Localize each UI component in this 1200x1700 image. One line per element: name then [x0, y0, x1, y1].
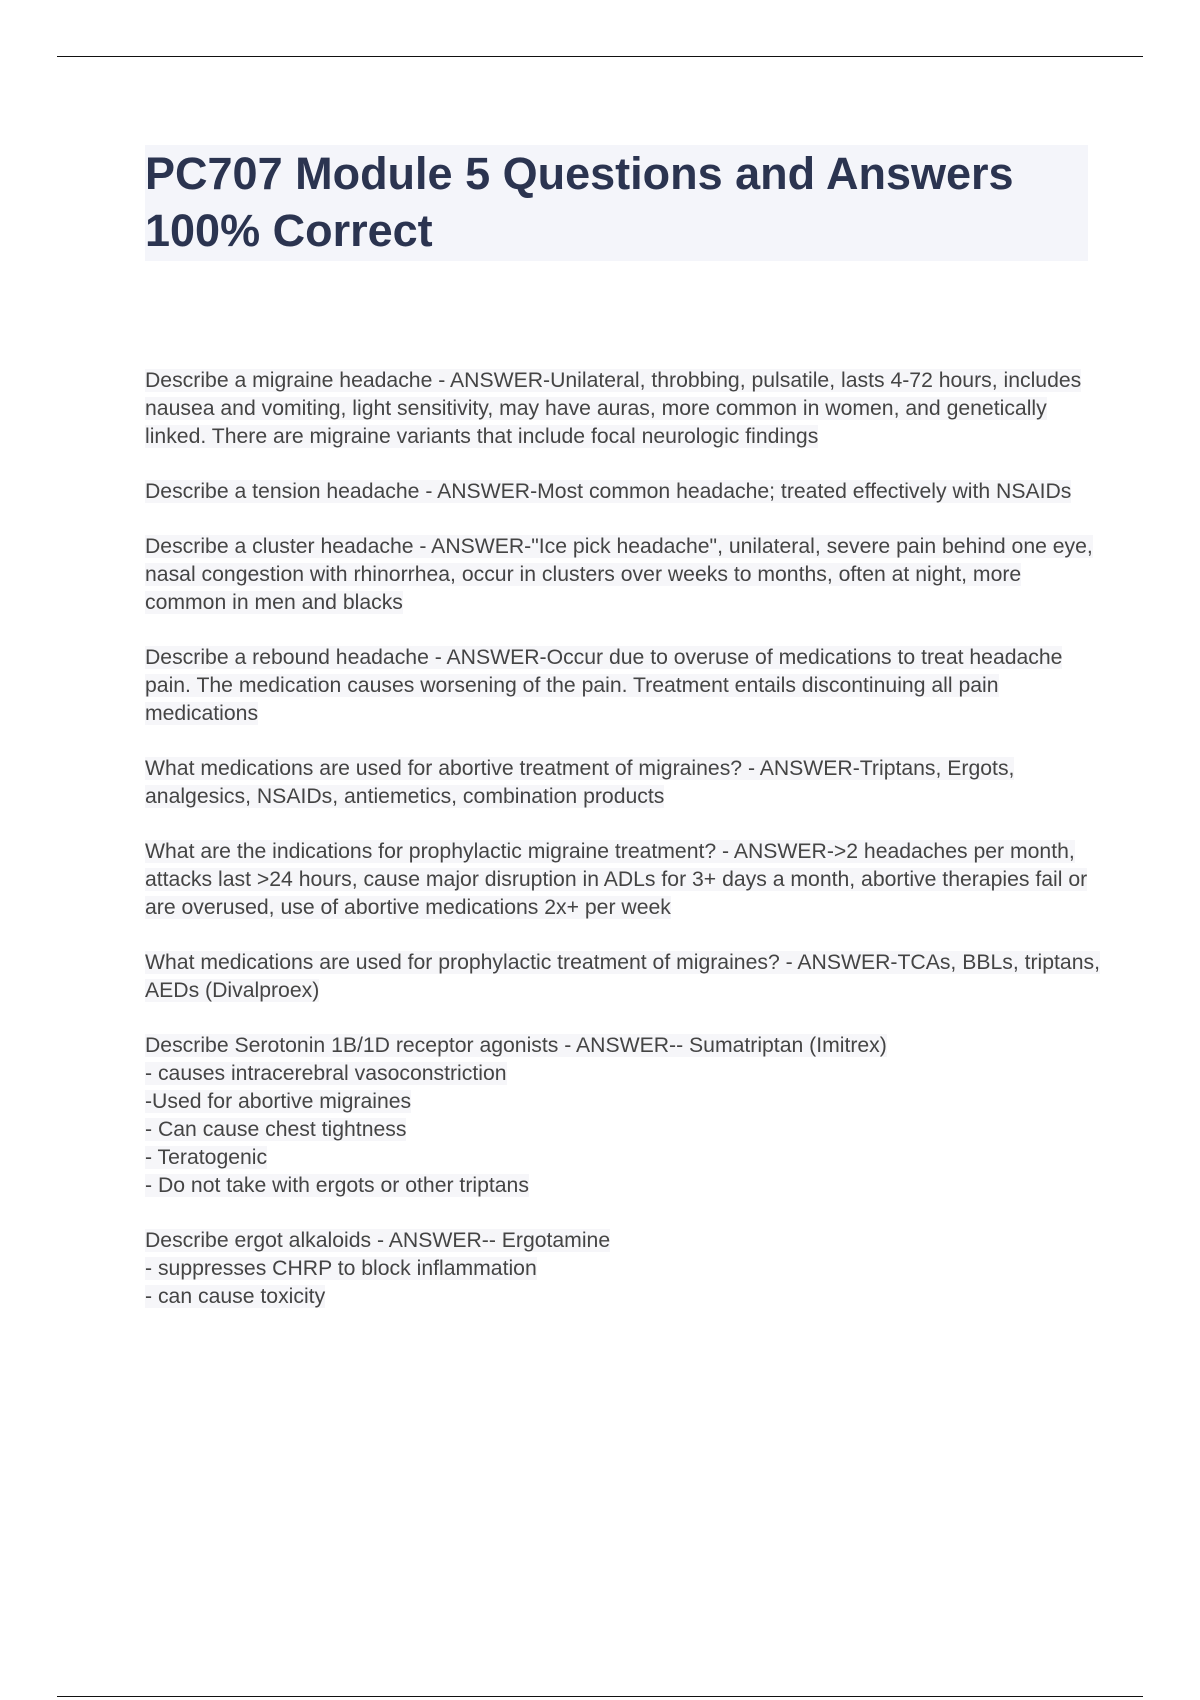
title-block [145, 145, 1088, 261]
qa-entry-prophylactic-meds [145, 949, 1105, 1005]
bottom-rule [57, 1696, 1143, 1697]
top-rule [57, 56, 1143, 57]
qa-text: What medications are used for abortive treatment of migraines? - ANSWER-Triptans, Ergots, analgesics, NSAIDs, antiemetics, combination products [145, 757, 1015, 808]
qa-entry-tension [145, 478, 1105, 506]
qa-entry-prophylactic-indications [145, 838, 1105, 922]
qa-entry-abortive-meds [145, 755, 1105, 811]
qa-text: Describe a cluster headache - ANSWER-"Ice pick headache", unilateral, severe pain behind one eye, nasal congestion with rhinorrhea, occur in clusters over weeks to months, often at night, more common in men and blacks [145, 535, 1093, 614]
document-title: PC707 Module 5 Questions and Answers 100% Correct [145, 148, 1014, 256]
qa-text: What are the indications for prophylactic migraine treatment? - ANSWER->2 headaches per month, attacks last >24 hours, cause major disruption in ADLs for 3+ days a month, abortive therapies fail or are overused, use of abortive medications 2x+ per week [145, 840, 1088, 919]
qa-entry-ergot-alkaloids [145, 1227, 1105, 1311]
qa-text: Describe ergot alkaloids - ANSWER-- Ergotamine - suppresses CHRP to block inflammation - can cause toxicity [145, 1229, 611, 1308]
qa-entry-migraine [145, 367, 1105, 451]
qa-text: Describe a tension headache - ANSWER-Most common headache; treated effectively with NSAIDs [145, 480, 1072, 503]
qa-text: Describe Serotonin 1B/1D receptor agonists - ANSWER-- Sumatriptan (Imitrex) - causes intracerebral vasoconstriction -Used for abortive migraines - Can cause chest tightness - Teratogenic - Do not take with ergots or other triptans [145, 1034, 887, 1197]
qa-text: Describe a rebound headache - ANSWER-Occur due to overuse of medications to treat headache pain. The medication causes worsening of the pain. Treatment entails discontinuing all pain medications [145, 646, 1063, 725]
qa-text: Describe a migraine headache - ANSWER-Unilateral, throbbing, pulsatile, lasts 4-72 hours, includes nausea and vomiting, light sensitivity, may have auras, more common in women, and genetically linked. There are migraine variants that include focal neurologic findings [145, 369, 1082, 448]
qa-entry-cluster [145, 533, 1105, 617]
qa-entry-rebound [145, 644, 1105, 728]
qa-entry-serotonin-agonists [145, 1032, 1105, 1200]
qa-text: What medications are used for prophylactic treatment of migraines? - ANSWER-TCAs, BBLs, triptans, AEDs (Divalproex) [145, 951, 1100, 1002]
qa-list [145, 367, 1105, 1338]
